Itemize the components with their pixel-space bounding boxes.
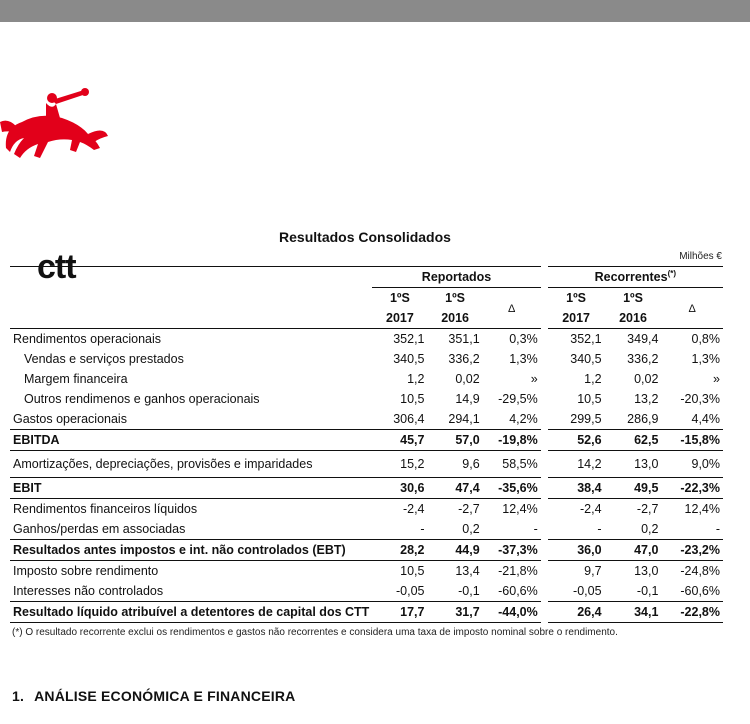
unit-label: Milhões €	[679, 251, 722, 262]
footnote: (*) O resultado recorrente exclui os rendimentos e gastos não recorrentes e considera uma taxa de imposto nominal sobre o rendimento.	[12, 627, 618, 638]
delta-header-rec: Δ	[661, 288, 723, 329]
table-row: Ganhos/perdas em associadas - 0,2 - - 0,2 -	[13, 522, 720, 536]
section-title: ANÁLISE ECONÓMICA E FINANCEIRA	[34, 688, 296, 704]
table-row: Gastos operacionais 306,4 294,1 4,2% 299,5 286,9 4,4%	[13, 412, 720, 426]
group-reported: Reportados	[372, 267, 540, 288]
table-row: Rendimentos operacionais 352,1 351,1 0,3% 352,1 349,4 0,8%	[10, 329, 723, 350]
period-2016-year: 2016	[441, 311, 469, 325]
table-row: Amortizações, depreciações, provisões e imparidades 15,2 9,6 58,5% 14,2 13,0 9,0%	[13, 457, 720, 471]
horse-rider-icon	[0, 88, 110, 168]
table-row: Margem financeira 1,2 0,02 » 1,2 0,02 »	[24, 372, 720, 386]
header-empty	[10, 267, 372, 288]
period-2017-year-rec: 2017	[562, 311, 590, 325]
results-table	[10, 266, 723, 623]
table-row: Imposto sobre rendimento 10,5 13,4 -21,8% 9,7 13,0 -24,8%	[13, 564, 720, 578]
period-2016-year-rec: 2016	[619, 311, 647, 325]
page-title: Resultados Consolidados	[279, 229, 451, 245]
table-row: Outros rendimenos e ganhos operacionais 10,5 14,9 -29,5% 10,5 13,2 -20,3%	[24, 392, 720, 406]
logo-wordmark: ctt	[37, 248, 76, 286]
section-number: 1.	[12, 688, 25, 704]
top-bar	[0, 0, 750, 22]
group-recurring: Recorrentes(*)	[548, 267, 723, 288]
table-row: Rendimentos financeiros líquidos -2,4 -2,7 12,4% -2,4 -2,7 12,4%	[13, 502, 720, 516]
period-2016-top: 1ºS	[428, 288, 483, 309]
period-2017-top: 1ºS	[372, 288, 427, 309]
period-2016-top-rec: 1ºS	[605, 288, 662, 309]
delta-header: Δ	[483, 288, 541, 329]
table-row-ebitda: EBITDA 45,7 57,0 -19,8% 52,6 62,5 -15,8%	[10, 430, 723, 451]
ctt-logo	[0, 88, 110, 286]
table-row: Vendas e serviços prestados 340,5 336,2 1,3% 340,5 336,2 1,3%	[24, 352, 720, 366]
section-heading	[12, 688, 295, 704]
table-row-ebit: EBIT 30,6 47,4 -35,6% 38,4 49,5 -22,3%	[10, 478, 723, 499]
period-2017-year: 2017	[386, 311, 414, 325]
table-row-net-income: Resultado líquido atribuível a detentores de capital dos CTT 17,7 31,7 -44,0% 26,4 34,1 -22,8%	[10, 602, 723, 623]
table-row: Interesses não controlados -0,05 -0,1 -60,6% -0,05 -0,1 -60,6%	[13, 584, 720, 598]
table-row-ebt: Resultados antes impostos e int. não controlados (EBT) 28,2 44,9 -37,3% 36,0 47,0 -23,2%	[10, 540, 723, 561]
period-2017-top-rec: 1ºS	[548, 288, 605, 309]
